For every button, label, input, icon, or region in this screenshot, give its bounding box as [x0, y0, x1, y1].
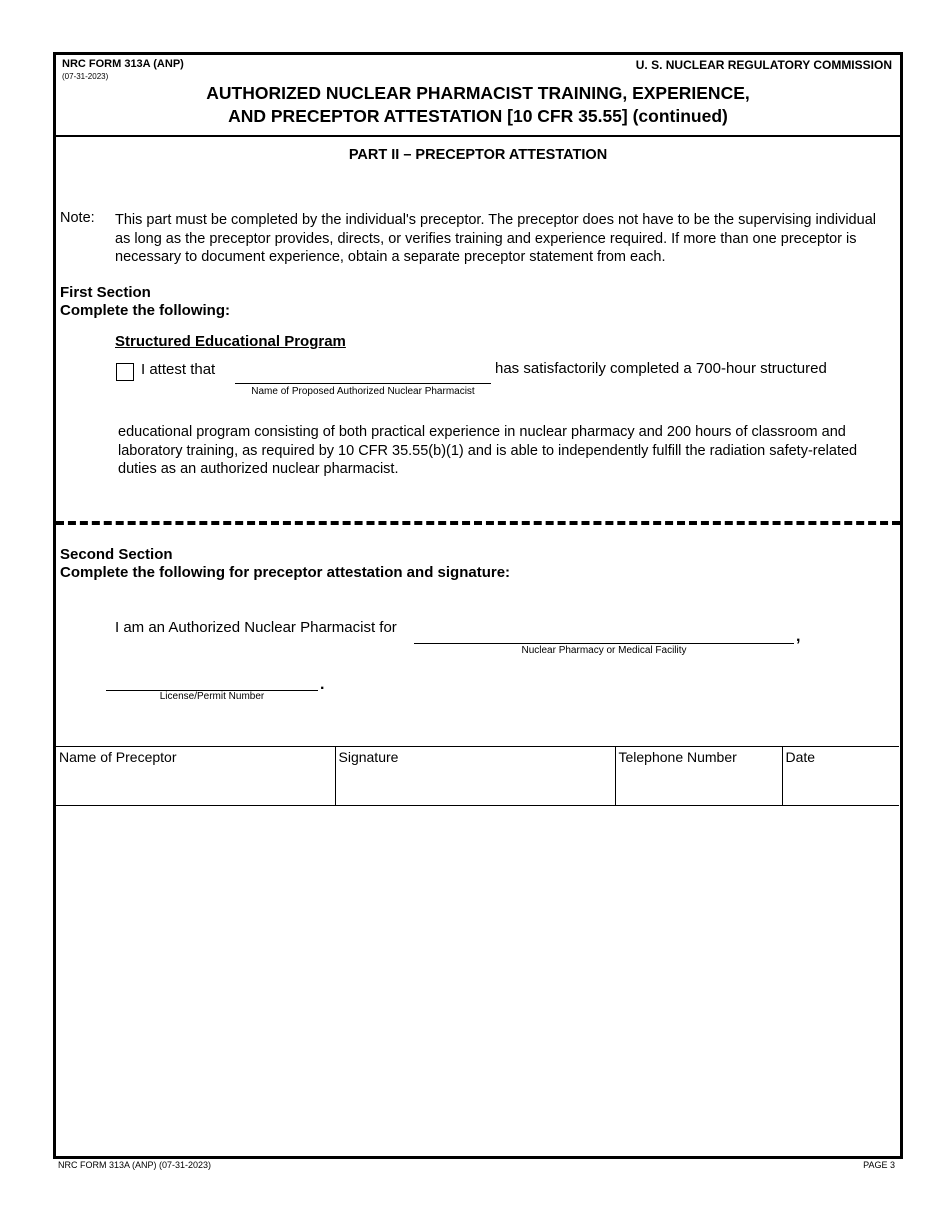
- section-divider-dashed: [56, 521, 900, 525]
- preceptor-name-cell[interactable]: [56, 747, 335, 806]
- license-period: .: [320, 676, 325, 693]
- attest-tail: has satisfactorily completed a 700-hour structured: [495, 360, 827, 377]
- signature-label: Signature: [338, 749, 399, 765]
- footer-page-number: PAGE 3: [863, 1160, 895, 1170]
- second-section-heading: Second Section: [60, 546, 173, 563]
- pharmacist-name-field[interactable]: [235, 383, 491, 384]
- anp-label: I am an Authorized Nuclear Pharmacist for: [115, 619, 397, 636]
- form-date: (07-31-2023): [62, 72, 109, 81]
- preceptor-name-label: Name of Preceptor: [59, 749, 177, 765]
- note-text: This part must be completed by the individual's preceptor. The preceptor does not have to be the supervising individual as long as the preceptor provides, directs, or verifies training and experience required. If more than one preceptor is necessary to document experience, obtain a separate preceptor statement from each.: [115, 212, 876, 265]
- program-paragraph: educational program consisting of both practical experience in nuclear pharmacy and 200 hours of classroom and laboratory training, as required by 10 CFR 35.55(b)(1) and is able to independently fulfill the radiation safety-related duties as an authorized nuclear pharmacist.: [118, 424, 858, 477]
- part-title: PART II – PRECEPTOR ATTESTATION: [348, 147, 608, 163]
- attest-checkbox[interactable]: [116, 363, 134, 381]
- note-label: Note:: [60, 210, 95, 226]
- footer-form-id: NRC FORM 313A (ANP) (07-31-2023): [58, 1160, 212, 1170]
- first-section-instruction: Complete the following:: [60, 302, 230, 319]
- first-section-heading: First Section: [60, 284, 151, 301]
- attest-label: I attest that: [141, 361, 216, 378]
- form-title-line2: AND PRECEPTOR ATTESTATION [10 CFR 35.55] (continued): [228, 106, 728, 126]
- facility-comma: ,: [796, 628, 801, 645]
- facility-field[interactable]: [414, 643, 794, 644]
- signature-table: [56, 746, 899, 806]
- pharmacist-name-caption: Name of Proposed Authorized Nuclear Pharmacist: [251, 386, 475, 397]
- header-divider: [56, 135, 900, 137]
- signature-row: [56, 747, 899, 806]
- form-title-line1: AUTHORIZED NUCLEAR PHARMACIST TRAINING, EXPERIENCE,: [206, 83, 750, 103]
- second-section-instruction: Complete the following for preceptor attestation and signature:: [60, 564, 511, 581]
- signature-cell[interactable]: [335, 747, 615, 806]
- form-id: NRC FORM 313A (ANP): [62, 58, 184, 70]
- date-cell[interactable]: [782, 747, 899, 806]
- license-number-caption: License/Permit Number: [159, 691, 265, 702]
- agency-name: U. S. NUCLEAR REGULATORY COMMISSION: [635, 58, 892, 72]
- telephone-cell[interactable]: [615, 747, 782, 806]
- facility-caption: Nuclear Pharmacy or Medical Facility: [521, 645, 687, 656]
- telephone-label: Telephone Number: [618, 749, 737, 765]
- date-label: Date: [785, 749, 816, 765]
- structured-program-subheading: Structured Educational Program: [115, 333, 346, 350]
